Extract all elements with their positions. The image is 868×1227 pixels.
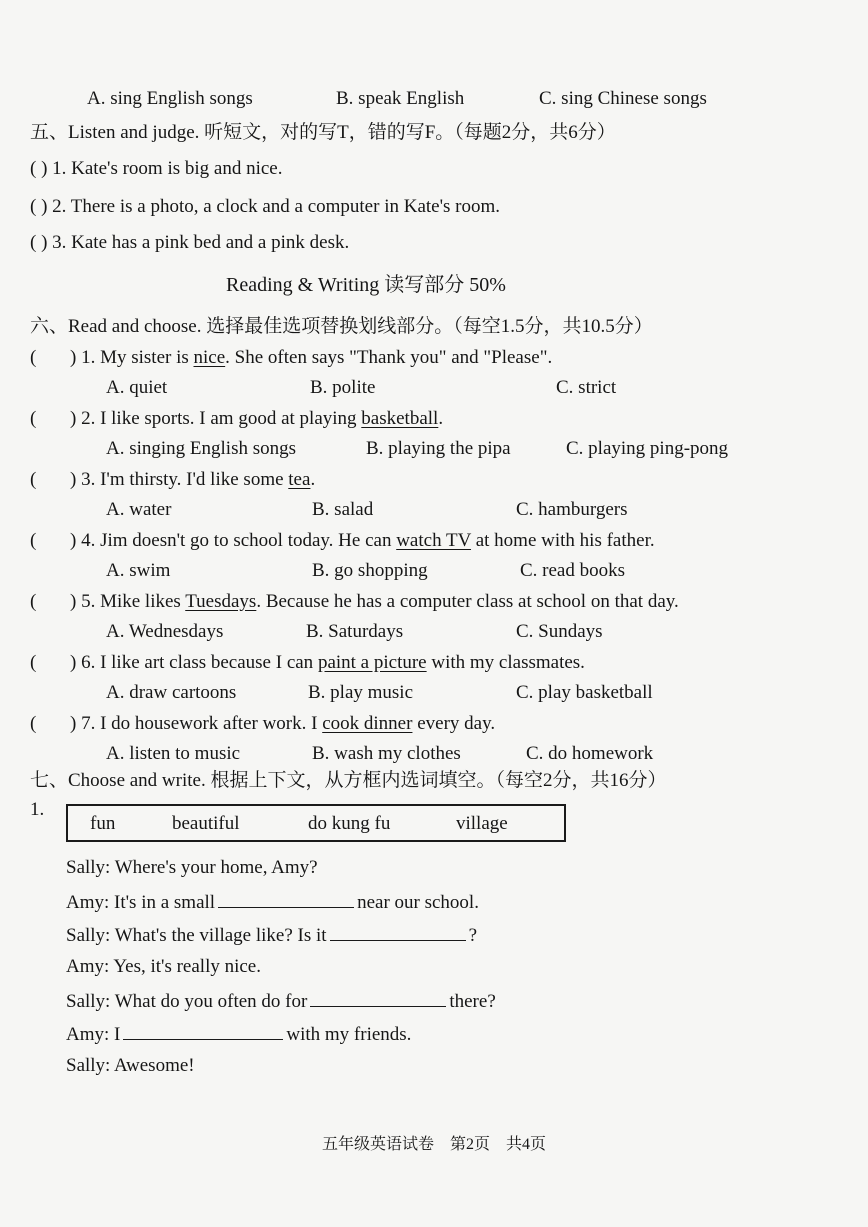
section7-heading: 七、Choose and write. 根据上下文，从方框内选词填空。（每空2分，共16分） <box>30 770 667 791</box>
word-option: do kung fu <box>308 813 391 834</box>
word-option: village <box>456 813 508 834</box>
answer-blank[interactable] <box>218 889 354 908</box>
dialog-line: Amy: Yes, it's really nice. <box>66 956 261 977</box>
dialog-line: Sally: What do you often do for there? <box>66 988 496 1014</box>
choice-c: C. read books <box>520 560 626 581</box>
question-text: ) 2. I like sports. I am good at playing basketball. <box>70 408 444 429</box>
answer-paren[interactable]: ( <box>30 469 37 490</box>
question-text: ) 1. My sister is nice. She often says "Thank you" and "Please". <box>70 347 553 368</box>
choice-b: B. go shopping <box>312 560 428 581</box>
dialog-line: Amy: It's in a small near our school. <box>66 889 479 915</box>
reading-writing-title: Reading & Writing 读写部分 50% <box>226 274 506 296</box>
underlined-phrase: Tuesdays <box>185 591 257 612</box>
section5-item: ( ) 2. There is a photo, a clock and a computer in Kate's room. <box>30 196 501 217</box>
section5-item: ( ) 1. Kate's room is big and nice. <box>30 158 283 179</box>
option-c: C. sing Chinese songs <box>539 88 707 109</box>
choice-a: A. draw cartoons <box>106 682 237 703</box>
option-a: A. sing English songs <box>87 88 253 109</box>
choice-b: B. salad <box>312 499 374 520</box>
choice-a: A. swim <box>106 560 171 581</box>
answer-paren[interactable]: ( <box>30 530 37 551</box>
answer-paren[interactable]: ( <box>30 652 37 673</box>
underlined-phrase: paint a picture <box>317 652 427 673</box>
dialog-line: Sally: What's the village like? Is it ? <box>66 922 477 948</box>
choice-a: A. Wednesdays <box>106 621 224 642</box>
question-text: ) 7. I do housework after work. I cook dinner every day. <box>70 713 496 734</box>
choice-c: C. play basketball <box>516 682 653 703</box>
question-number: 1. <box>30 799 45 820</box>
choice-a: A. water <box>106 499 172 520</box>
answer-blank[interactable] <box>330 922 466 941</box>
word-box <box>66 804 566 842</box>
word-option: fun <box>90 813 116 834</box>
choice-b: B. playing the pipa <box>366 438 511 459</box>
dialog-line: Sally: Awesome! <box>66 1055 195 1076</box>
option-b: B. speak English <box>336 88 465 109</box>
underlined-phrase: basketball <box>361 408 439 429</box>
underlined-phrase: watch TV <box>396 530 471 551</box>
answer-blank[interactable] <box>123 1021 283 1040</box>
answer-paren[interactable]: ( <box>30 408 37 429</box>
underlined-phrase: nice <box>193 347 226 368</box>
section6-heading: 六、Read and choose. 选择最佳选项替换划线部分。（每空1.5分，共10.5分） <box>30 316 653 337</box>
choice-b: B. polite <box>310 377 376 398</box>
answer-paren[interactable]: ( <box>30 713 37 734</box>
answer-paren[interactable]: ( <box>30 347 37 368</box>
choice-c: C. hamburgers <box>516 499 628 520</box>
question-text: ) 5. Mike likes Tuesdays. Because he has a computer class at school on that day. <box>70 591 679 612</box>
choice-b: B. Saturdays <box>306 621 404 642</box>
choice-a: A. listen to music <box>106 743 241 764</box>
choice-b: B. play music <box>308 682 414 703</box>
answer-blank[interactable] <box>310 988 446 1007</box>
word-option: beautiful <box>172 813 240 834</box>
underlined-phrase: tea <box>288 469 311 490</box>
choice-c: C. strict <box>556 377 617 398</box>
section5-heading: 五、Listen and judge. 听短文，对的写T，错的写F。（每题2分，共6分） <box>30 122 616 143</box>
choice-a: A. singing English songs <box>106 438 297 459</box>
dialog-line: Sally: Where's your home, Amy? <box>66 857 318 878</box>
question-text: ) 3. I'm thirsty. I'd like some tea. <box>70 469 316 490</box>
dialog-line: Amy: I with my friends. <box>66 1021 411 1047</box>
question-text: ) 6. I like art class because I can paint a picture with my classmates. <box>70 652 585 673</box>
question-text: ) 4. Jim doesn't go to school today. He can watch TV at home with his father. <box>70 530 655 551</box>
underlined-phrase: cook dinner <box>322 713 413 734</box>
choice-b: B. wash my clothes <box>312 743 461 764</box>
section5-item: ( ) 3. Kate has a pink bed and a pink desk. <box>30 232 350 253</box>
page-footer: 五年级英语试卷 第2页 共4页 <box>321 1136 546 1153</box>
choice-a: A. quiet <box>106 377 168 398</box>
choice-c: C. do homework <box>526 743 654 764</box>
choice-c: C. Sundays <box>516 621 603 642</box>
choice-c: C. playing ping-pong <box>566 438 729 459</box>
answer-paren[interactable]: ( <box>30 591 37 612</box>
